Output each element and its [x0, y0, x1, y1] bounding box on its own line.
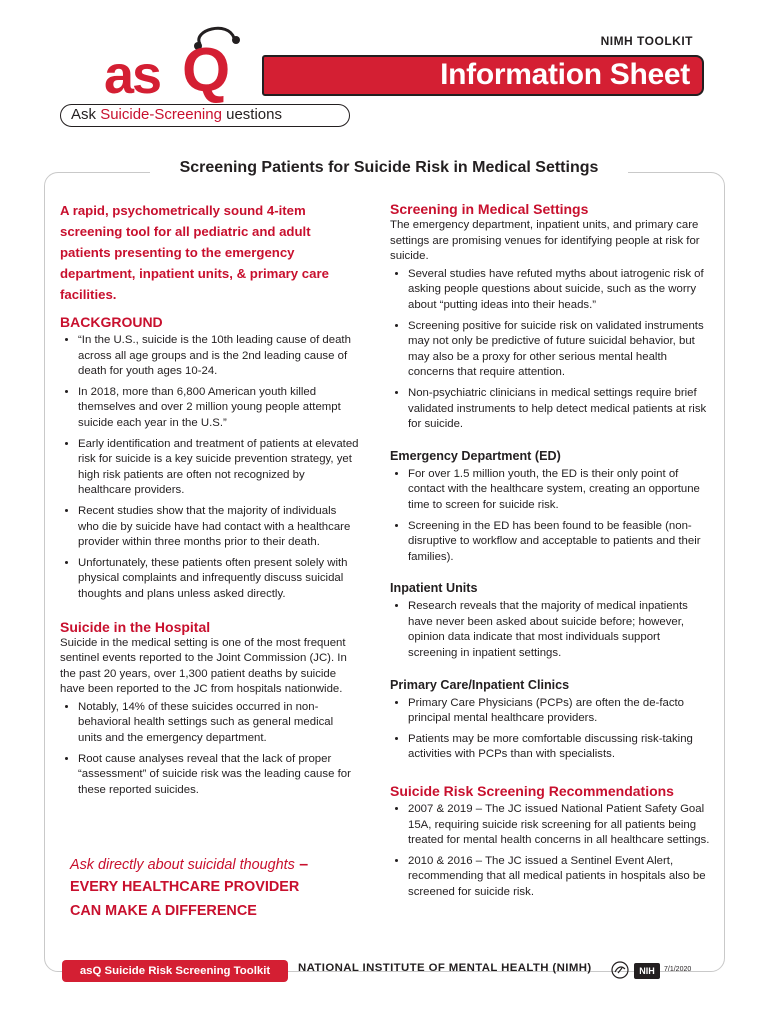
medical-text: The emergency department, inpatient units, and primary care settings are promising venues for identifying people at risk for suicide. [390, 219, 700, 263]
hospital-heading: Suicide in the Hospital [60, 618, 211, 635]
hospital-text: Suicide in the medical setting is one of the most frequent sentinel events reported to the Joint Commission (JC). In the past 20 years, over 1,300 patient deaths by suicide have been reported to the JC from hospitals nationwide. [60, 636, 347, 696]
ed-heading: Emergency Department (ED) [390, 448, 561, 463]
callout-dash: – [294, 856, 309, 873]
info-sheet-banner [262, 55, 704, 96]
list-item: • Recent studies show that the majority of individuals who die by suicide have had contact with a healthcare provider within three months prior to their death. [78, 504, 360, 551]
hhs-eagle-icon [610, 960, 630, 980]
list-item: • In 2018, more than 6,800 American youth killed themselves and over 2 million young people attempt suicide each year in the U.S.” [78, 385, 360, 432]
nih-logo: NIH [634, 963, 660, 979]
footer-toolkit-label: asQ Suicide Risk Screening Toolkit [62, 960, 288, 982]
list-item: • 2010 & 2016 – The JC issued a Sentinel Event Alert, recommending that all medical patients in hospitals also be screened for suicide risk. [408, 854, 710, 901]
list-item: • Screening positive for suicide risk on validated instruments may not only be predictive of future suicidal behavior, but may also be a proxy for other serious mental health concerns that require attention. [408, 319, 710, 381]
list-item: • Research reveals that the majority of medical inpatients have never been asked about suicide before; however, opinion data indicate that most individuals support screening in inpatient settings. [408, 599, 710, 661]
medical-list [390, 267, 710, 433]
primary-heading: Primary Care/Inpatient Clinics [390, 677, 570, 692]
inpatient-heading: Inpatient Units [390, 581, 478, 596]
background-heading: BACKGROUND [60, 314, 163, 330]
tagline-end: uestions [221, 106, 282, 123]
list-item: • Unfortunately, these patients often present solely with physical complaints and infrequently discuss suicidal thoughts and plans unless asked directly. [78, 556, 360, 603]
callout-line-1: EVERY HEALTHCARE PROVIDER [70, 879, 300, 895]
recs-heading: Suicide Risk Screening Recommendations [390, 783, 674, 800]
tagline-highlight: Suicide-Screening [100, 106, 222, 123]
logo-as-text: as [104, 45, 161, 105]
list-item: • 2007 & 2019 – The JC issued National Patient Safety Goal 15A, requiring suicide risk screening for all patients being treated for mental health concerns in all healthcare settings. [408, 802, 710, 849]
asq-tagline [60, 104, 350, 127]
list-item: • For over 1.5 million youth, the ED is their only point of contact with the healthcare system, creating an opportune time to screen for suicide risk. [408, 467, 710, 514]
intro-text: A rapid, psychometrically sound 4-item screening tool for all pediatric and adult patients presenting to the emergency department, inpatient units, & primary care facilities. [60, 203, 329, 302]
list-item: • Several studies have refuted myths about iatrogenic risk of asking people questions about suicide, such as the worry about “putting ideas into their heads.” [408, 267, 710, 314]
callout [70, 856, 360, 923]
page-title: Screening Patients for Suicide Risk in Medical Settings [150, 159, 628, 177]
list-item: • Early identification and treatment of patients at elevated risk for suicide is a key suicide prevention strategy, yet high risk patients are often not recognized by healthcare providers. [78, 437, 360, 499]
recs-list [390, 802, 710, 901]
list-item: • Notably, 14% of these suicides occurred in non- behavioral health settings such as general medical units and the emergency department. [78, 700, 360, 747]
tagline-ask: Ask [71, 106, 101, 123]
callout-italic: Ask directly about suicidal thoughts [70, 857, 295, 873]
logo-q-text: Q [182, 36, 231, 105]
list-item: • Non-psychiatric clinicians in medical settings require brief validated instruments to help detect medical patients at risk for suicide. [408, 386, 710, 433]
medical-heading: Screening in Medical Settings [390, 201, 589, 217]
primary-list [390, 696, 710, 763]
toolkit-label: NIMH TOOLKIT [600, 34, 693, 48]
hospital-list [60, 700, 360, 799]
list-item: • Primary Care Physicians (PCPs) are often the de-facto principal mental healthcare providers. [408, 696, 710, 727]
list-item: • Screening in the ED has been found to be feasible (non-disruptive to workflow and acceptable to patients and their families). [408, 519, 710, 566]
footer-date: 7/1/2020 [664, 966, 692, 973]
list-item: • “In the U.S., suicide is the 10th leading cause of death across all age groups and is the 2nd leading cause of death for youth ages 10-24. [78, 333, 360, 380]
inpatient-list [390, 599, 710, 661]
list-item: • Patients may be more comfortable discussing risk-taking activities with PCPs than with specialists. [408, 732, 710, 763]
footer-institute: NATIONAL INSTITUTE OF MENTAL HEALTH (NIMH) [298, 962, 592, 974]
ed-list [390, 467, 710, 566]
left-column [60, 200, 360, 803]
right-column [390, 200, 710, 906]
list-item: • Root cause analyses reveal that the lack of proper “assessment” of suicide risk was the leading cause for these reported suicides. [78, 752, 360, 799]
callout-line-2: CAN MAKE A DIFFERENCE [70, 903, 257, 919]
background-list [60, 333, 360, 603]
banner-title: Information Sheet [440, 58, 690, 91]
